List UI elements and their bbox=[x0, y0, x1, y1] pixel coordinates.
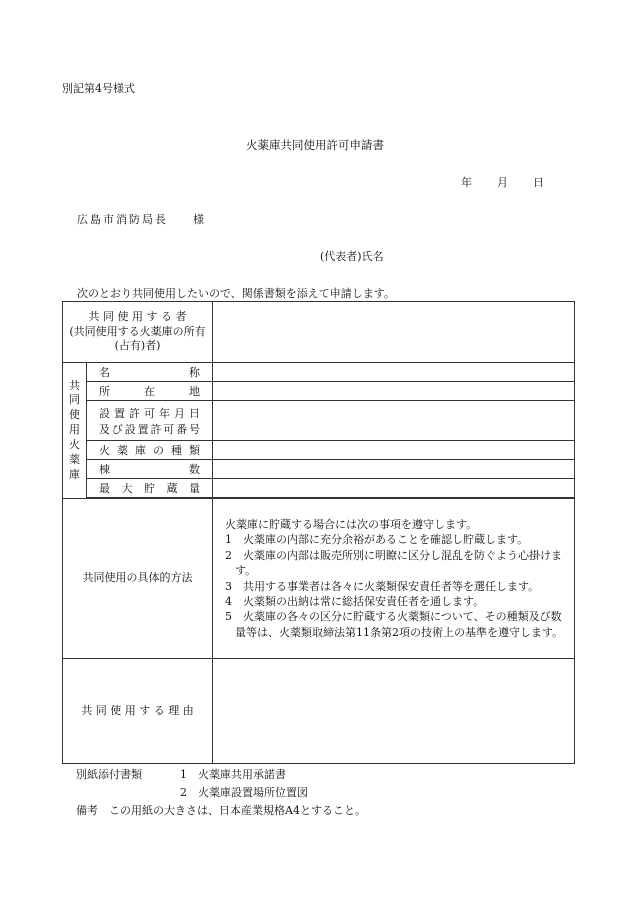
type-label: 火 薬 庫 の 種 類 bbox=[87, 441, 213, 460]
method-item: 5 火薬庫の各々の区分に貯蔵する火薬類について、その種類及び数量等は、火薬類取締法第11条第2項の技術上の基準を遵守します。 bbox=[225, 610, 564, 639]
count-label: 棟 数 bbox=[87, 460, 213, 479]
name-label: 名 称 bbox=[87, 363, 213, 382]
permit-label: 設 置 許 可 年 月 日 及 び 設 置 許 可 番 号 bbox=[87, 401, 213, 441]
method-item: 3 共用する事業者は各々に火薬類保安責任者等を選任します。 bbox=[225, 579, 540, 593]
attachment-item-2: 2 火薬庫設置場所位置図 bbox=[180, 786, 308, 799]
reason-label: 共 同 使 用 す る 理 由 bbox=[63, 659, 213, 764]
location-field[interactable] bbox=[213, 382, 575, 401]
type-field[interactable] bbox=[213, 441, 575, 460]
page-title: 火薬庫共同使用許可申請書 bbox=[246, 138, 384, 152]
applicant-name-label: (代表者)氏名 bbox=[320, 250, 384, 263]
max-storage-label: 最 大 貯 蔵 量 bbox=[87, 479, 213, 498]
application-table bbox=[62, 301, 575, 764]
name-row bbox=[63, 363, 575, 382]
honorific: 様 bbox=[193, 213, 204, 226]
method-row bbox=[63, 499, 575, 659]
magazine-group-label bbox=[63, 363, 87, 499]
intro-text: 次のとおり共同使用したいので、関係書類を添えて申請します。 bbox=[77, 287, 395, 300]
method-item: 1 火薬庫の内部に充分余裕があることを確認し貯蔵します。 bbox=[225, 533, 529, 547]
addressee: 広島市消防局長 bbox=[77, 213, 168, 226]
magazine-group-vertical: 共 同 使 用 火 薬 庫 bbox=[69, 378, 80, 481]
attachment-item-1: 1 火薬庫共用承諾書 bbox=[180, 768, 286, 781]
permit-row bbox=[63, 401, 575, 441]
max-storage-field[interactable] bbox=[213, 479, 575, 498]
type-row bbox=[63, 441, 575, 460]
co-users-field[interactable] bbox=[213, 302, 575, 363]
max-storage-row bbox=[63, 479, 575, 498]
name-field[interactable] bbox=[213, 363, 575, 382]
co-users-label: 共 同 使 用 す る 者 (共同使用する火薬庫の所有 (占有)者) bbox=[63, 302, 213, 363]
method-item: 4 火薬類の出納は常に総括保安責任者を通します。 bbox=[225, 594, 485, 608]
count-row bbox=[63, 460, 575, 479]
attachments-label: 別紙添付書類 bbox=[76, 768, 142, 781]
method-item: 2 火薬庫の内部は販売所別に明瞭に区分し混乱を防ぐよう心掛けます。 bbox=[225, 548, 563, 578]
date-month: 月 bbox=[497, 176, 508, 189]
date-year: 年 bbox=[461, 176, 472, 189]
remarks-note: 備考 この用紙の大きさは、日本産業規格A4とすること。 bbox=[76, 804, 366, 817]
reason-row bbox=[63, 659, 575, 764]
method-intro: 火薬庫に貯蔵する場合には次の事項を遵守します。 bbox=[225, 517, 478, 531]
method-label: 共同使用の具体的方法 bbox=[63, 499, 213, 659]
count-field[interactable] bbox=[213, 460, 575, 479]
co-users-row bbox=[63, 302, 575, 363]
date-day: 日 bbox=[533, 176, 544, 189]
permit-field[interactable] bbox=[213, 401, 575, 441]
reason-field[interactable] bbox=[213, 659, 575, 764]
method-field bbox=[213, 499, 575, 659]
form-number: 別記第4号様式 bbox=[62, 82, 135, 95]
location-label: 所 在 地 bbox=[87, 382, 213, 401]
location-row bbox=[63, 382, 575, 401]
